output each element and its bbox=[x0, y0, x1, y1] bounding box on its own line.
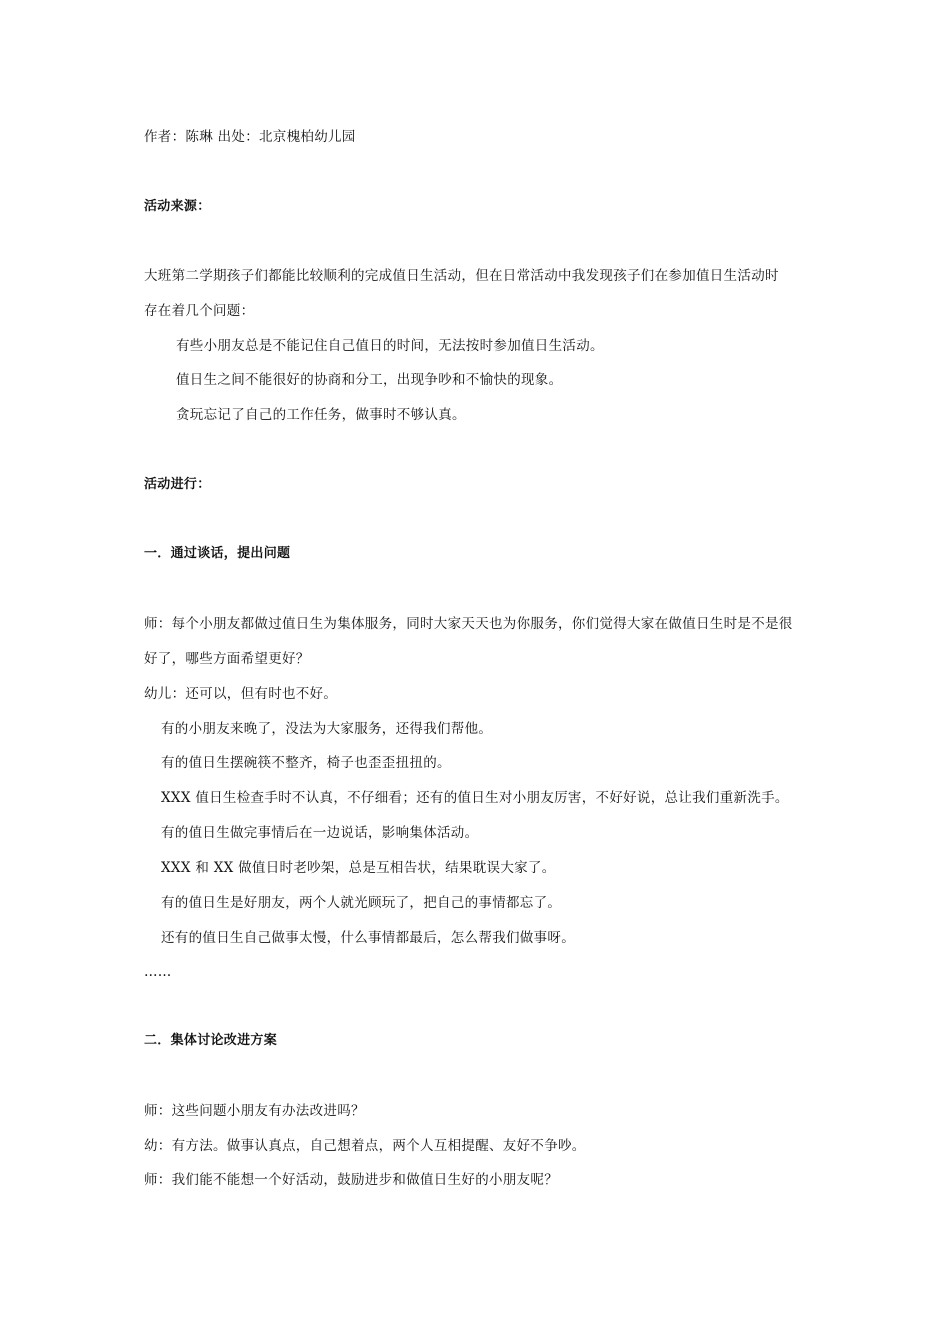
ellipsis: …… bbox=[144, 964, 172, 980]
problem-item: 贪玩忘记了自己的工作任务，做事时不够认真。 bbox=[176, 407, 466, 423]
response-item: 有的值日生是好朋友，两个人就光顾玩了，把自己的事情都忘了。 bbox=[161, 895, 562, 911]
response-item: XXX 值日生检查手时不认真，不仔细看；还有的值日生对小朋友厉害，不好好说，总让我们重新洗手。 bbox=[161, 790, 789, 806]
child-answer-line: 幼儿：还可以，但有时也不好。 bbox=[144, 686, 338, 702]
teacher-question-line-2: 好了，哪些方面希望更好？ bbox=[144, 651, 310, 667]
source-paragraph-line-1: 大班第二学期孩子们都能比较顺利的完成值日生活动，但在日常活动中我发现孩子们在参加值日生活动时 bbox=[144, 268, 779, 284]
response-item: 有的小朋友来晚了，没法为大家服务，还得我们帮他。 bbox=[161, 721, 493, 737]
teacher-question-line-1: 师：每个小朋友都做过值日生为集体服务，同时大家天天也为你服务，你们觉得大家在做值日生时是不是很 bbox=[144, 616, 793, 632]
problem-item: 有些小朋友总是不能记住自己值日的时间，无法按时参加值日生活动。 bbox=[176, 338, 604, 354]
dialogue-line: 师：我们能不能想一个好活动，鼓励进步和做值日生好的小朋友呢？ bbox=[144, 1172, 558, 1188]
response-item: 有的值日生摆碗筷不整齐，椅子也歪歪扭扭的。 bbox=[161, 755, 451, 771]
part2-heading: 二．集体讨论改进方案 bbox=[144, 1033, 278, 1048]
response-item: 有的值日生做完事情后在一边说话，影响集体活动。 bbox=[161, 825, 479, 841]
problem-item: 值日生之间不能很好的协商和分工，出现争吵和不愉快的现象。 bbox=[176, 372, 563, 388]
source-heading: 活动来源： bbox=[144, 199, 211, 214]
process-heading: 活动进行： bbox=[144, 477, 211, 492]
dialogue-line: 师：这些问题小朋友有办法改进吗？ bbox=[144, 1103, 365, 1119]
dialogue-line: 幼：有方法。做事认真点，自己想着点，两个人互相提醒、友好不争吵。 bbox=[144, 1138, 586, 1154]
author-line: 作者：陈琳 出处：北京槐柏幼儿园 bbox=[144, 129, 356, 145]
source-paragraph-line-2: 存在着几个问题： bbox=[144, 303, 255, 319]
part1-heading: 一．通过谈话，提出问题 bbox=[144, 546, 291, 561]
response-item: 还有的值日生自己做事太慢，什么事情都最后，怎么帮我们做事呀。 bbox=[161, 930, 575, 946]
response-item: XXX 和 XX 做值日时老吵架，总是互相告状，结果耽误大家了。 bbox=[161, 860, 556, 876]
